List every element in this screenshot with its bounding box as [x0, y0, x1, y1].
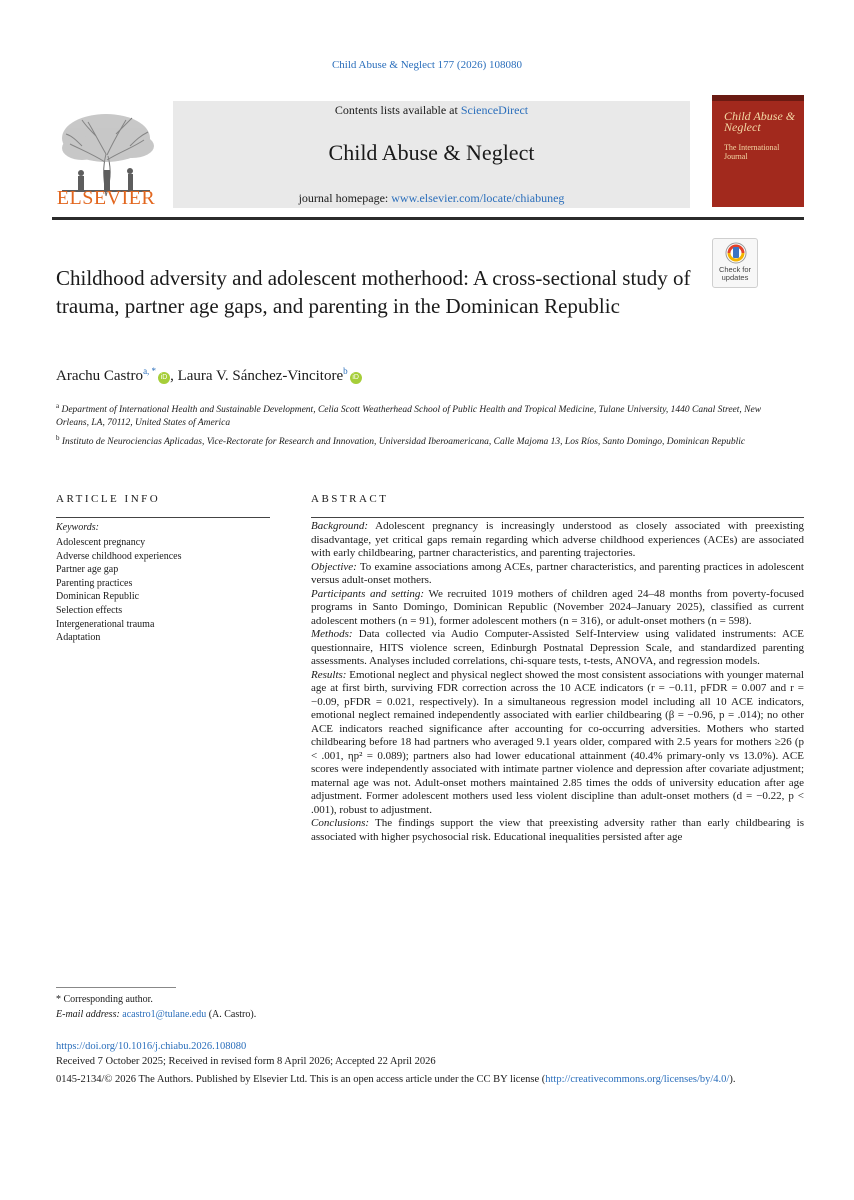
abstract-label: Participants and setting:	[311, 587, 425, 600]
abstract-text: Adolescent pregnancy is increasingly understood as closely associated with preexisting disadvantage, yet critical gaps remain regarding which adverse childhood experiences (ACEs) are associated with early childbearing, partner characteristics, and parenting trajectories.	[311, 520, 804, 559]
abstract-text: The findings support the view that preexisting adversity rather than early childbearing is associated with higher psychosocial risk. Educational inequalities persisted after age	[311, 817, 804, 843]
keyword-item: Adverse childhood experiences	[56, 550, 182, 562]
abstract-heading: ABSTRACT	[311, 493, 389, 505]
affiliations	[56, 400, 796, 451]
author-affiliation-marker[interactable]: a, *	[143, 366, 157, 376]
abstract-rule	[311, 517, 804, 518]
article-info-rule	[56, 517, 270, 518]
email-line	[56, 1007, 456, 1022]
abstract-participants	[311, 588, 804, 629]
abstract-objective	[311, 561, 804, 588]
contents-prefix: Contents lists available at	[334, 103, 461, 117]
keywords-label: Keywords:	[56, 522, 99, 533]
affiliation-item	[56, 400, 796, 430]
orcid-icon[interactable]: iD	[350, 372, 362, 384]
contents-line	[173, 103, 690, 118]
author-affiliation-marker[interactable]: b	[343, 366, 348, 376]
abstract-text: Data collected via Audio Computer-Assisted Self-Interview using validated instruments: ACE questionnaire, HITS violence screen, Edinburgh Postnatal Depression Scale, and standardized parenting assessments. Analyses included correlations, chi-square tests, t-tests, ANOVA, and regression models.	[311, 628, 804, 667]
cover-subtitle: The International Journal	[724, 143, 780, 161]
check-for-updates-button[interactable]	[712, 238, 758, 288]
abstract-conclusions	[311, 817, 804, 844]
abstract-label: Results:	[311, 668, 347, 681]
article-info-heading: ARTICLE INFO	[56, 493, 161, 505]
orcid-icon[interactable]: iD	[158, 372, 170, 384]
elsevier-wordmark: ELSEVIER	[56, 187, 156, 209]
affiliation-text: Instituto de Neurociencias Aplicadas, Vice-Rectorate for Research and Innovation, Universidad Iberoamericana, Calle Majoma 13, Los Ríos, Santo Domingo, Dominican Republic	[61, 437, 746, 448]
abstract-label: Objective:	[311, 560, 357, 573]
abstract-text: We recruited 1019 mothers of children aged 24–48 months from poverty-focused programs in Santo Domingo, Dominican Republic (November 2024–January 2025), classified as current adolescent mothers (n = 91), former adolescent mothers (n = 316), or adult-onset mothers (n = 598).	[311, 587, 804, 627]
doi-link[interactable]: https://doi.org/10.1016/j.chiabu.2026.108080	[56, 1041, 247, 1052]
keyword-item: Selection effects	[56, 604, 123, 616]
abstract-results	[311, 669, 804, 818]
license-close: ).	[729, 1074, 736, 1085]
author-name[interactable]: Arachu Castro	[56, 368, 144, 384]
check-updates-icon	[725, 242, 747, 264]
abstract-label: Conclusions:	[311, 817, 370, 829]
abstract-text: Emotional neglect and physical neglect showed the most consistent associations with younger maternal age at first birth, surviving FDR correction across the 10 ACE indicators (r = −0.11, pFDR = 0.007 and r = −0.09, pFDR = 0.021, respectively). In a simultaneous regression model including all 10 ACE indicators, emotional neglect remained independently associated with earlier childbearing (β = −0.96, p = .014); no other ACE indicators reached significance after accounting for co-occurring adversities. Mothers who started childbearing before 18 had partners who averaged 9.1 years older, compared with 2.5 years for mothers ≥26 (p < .001, ηp² = 0.089); partners also had lower educational attainment (40.4% primary-only vs 13.0%). ACE scores were independently associated with intimate partner violence and depression after covariate adjustment; maternal age was not. Adult-onset mothers maintained 2.85 times the odds of university education after age adjustment. Former adolescent mothers used less violent discipline than adult-onset mothers (d = −0.22, p < .001), robust to adjustment.	[311, 668, 804, 816]
abstract-label: Methods:	[311, 628, 353, 640]
abstract-text: To examine associations among ACEs, partner characteristics, and parenting practices in adolescent versus adult-onset mothers.	[311, 560, 804, 586]
keyword-item: Adaptation	[56, 632, 101, 644]
abstract-background	[311, 520, 804, 561]
footnote-rule	[56, 987, 176, 988]
journal-title: Child Abuse & Neglect	[328, 140, 535, 165]
license-text: 0145-2134/© 2026 The Authors. Published by Elsevier Ltd. This is an open access article under the CC BY license	[56, 1074, 540, 1085]
keyword-item: Intergenerational trauma	[56, 618, 155, 630]
sciencedirect-link[interactable]: ScienceDirect	[460, 103, 529, 117]
license-open: (	[541, 1074, 546, 1085]
check-updates-label: Check for updates	[718, 265, 752, 282]
email-link[interactable]: acastro1@tulane.edu	[122, 1009, 207, 1020]
affiliation-letter: b	[56, 434, 60, 443]
received-dates: Received 7 October 2025; Received in revised form 8 April 2026; Accepted 22 April 2026	[56, 1056, 436, 1067]
license-statement	[56, 1072, 804, 1087]
affiliation-text: Department of International Health and Sustainable Development, Celia Scott Weatherhead School of Public Health and Tropical Medicine, Tulane University, 1440 Canal Street, New Orleans, LA, 70112, United States of America	[56, 405, 762, 429]
license-link[interactable]: http://creativecommons.org/licenses/by/4.0/	[545, 1074, 730, 1085]
keyword-item: Dominican Republic	[56, 591, 140, 603]
keyword-item: Partner age gap	[56, 564, 119, 576]
author-list: Arachu Castro$^{a, *}$iD , Laura V. Sánchez-Vincitore$^b$iD	[56, 366, 756, 385]
journal-citation[interactable]: Child Abuse & Neglect 177 (2026) 108080	[331, 59, 523, 71]
header-rule	[52, 217, 804, 220]
author-name[interactable]: Laura V. Sánchez-Vincitore	[177, 368, 344, 384]
cover-strip	[712, 95, 804, 101]
abstract-body	[311, 520, 804, 844]
email-suffix: (A. Castro).	[206, 1009, 257, 1020]
keywords-list	[56, 536, 270, 645]
keyword-item: Parenting practices	[56, 577, 133, 589]
homepage-prefix: journal homepage:	[298, 191, 392, 205]
affiliation-item	[56, 432, 796, 449]
cover-title: Child Abuse & Neglect	[724, 109, 796, 134]
keyword-item: Adolescent pregnancy	[56, 537, 146, 548]
footnote	[56, 992, 456, 1022]
email-label: E-mail address:	[56, 1009, 123, 1020]
affiliation-letter: a	[56, 402, 60, 410]
article-title: Childhood adversity and adolescent motherhood: A cross-sectional study of trauma, partner age gaps, and parenting in the Dominican Republic	[56, 266, 691, 318]
homepage-line	[173, 191, 690, 206]
corresponding-author-note: * Corresponding author.	[56, 994, 153, 1005]
journal-cover[interactable]	[712, 95, 804, 207]
abstract-methods	[311, 628, 804, 669]
abstract-label: Background:	[311, 520, 369, 532]
homepage-link[interactable]: www.elsevier.com/locate/chiabuneg	[391, 191, 565, 205]
